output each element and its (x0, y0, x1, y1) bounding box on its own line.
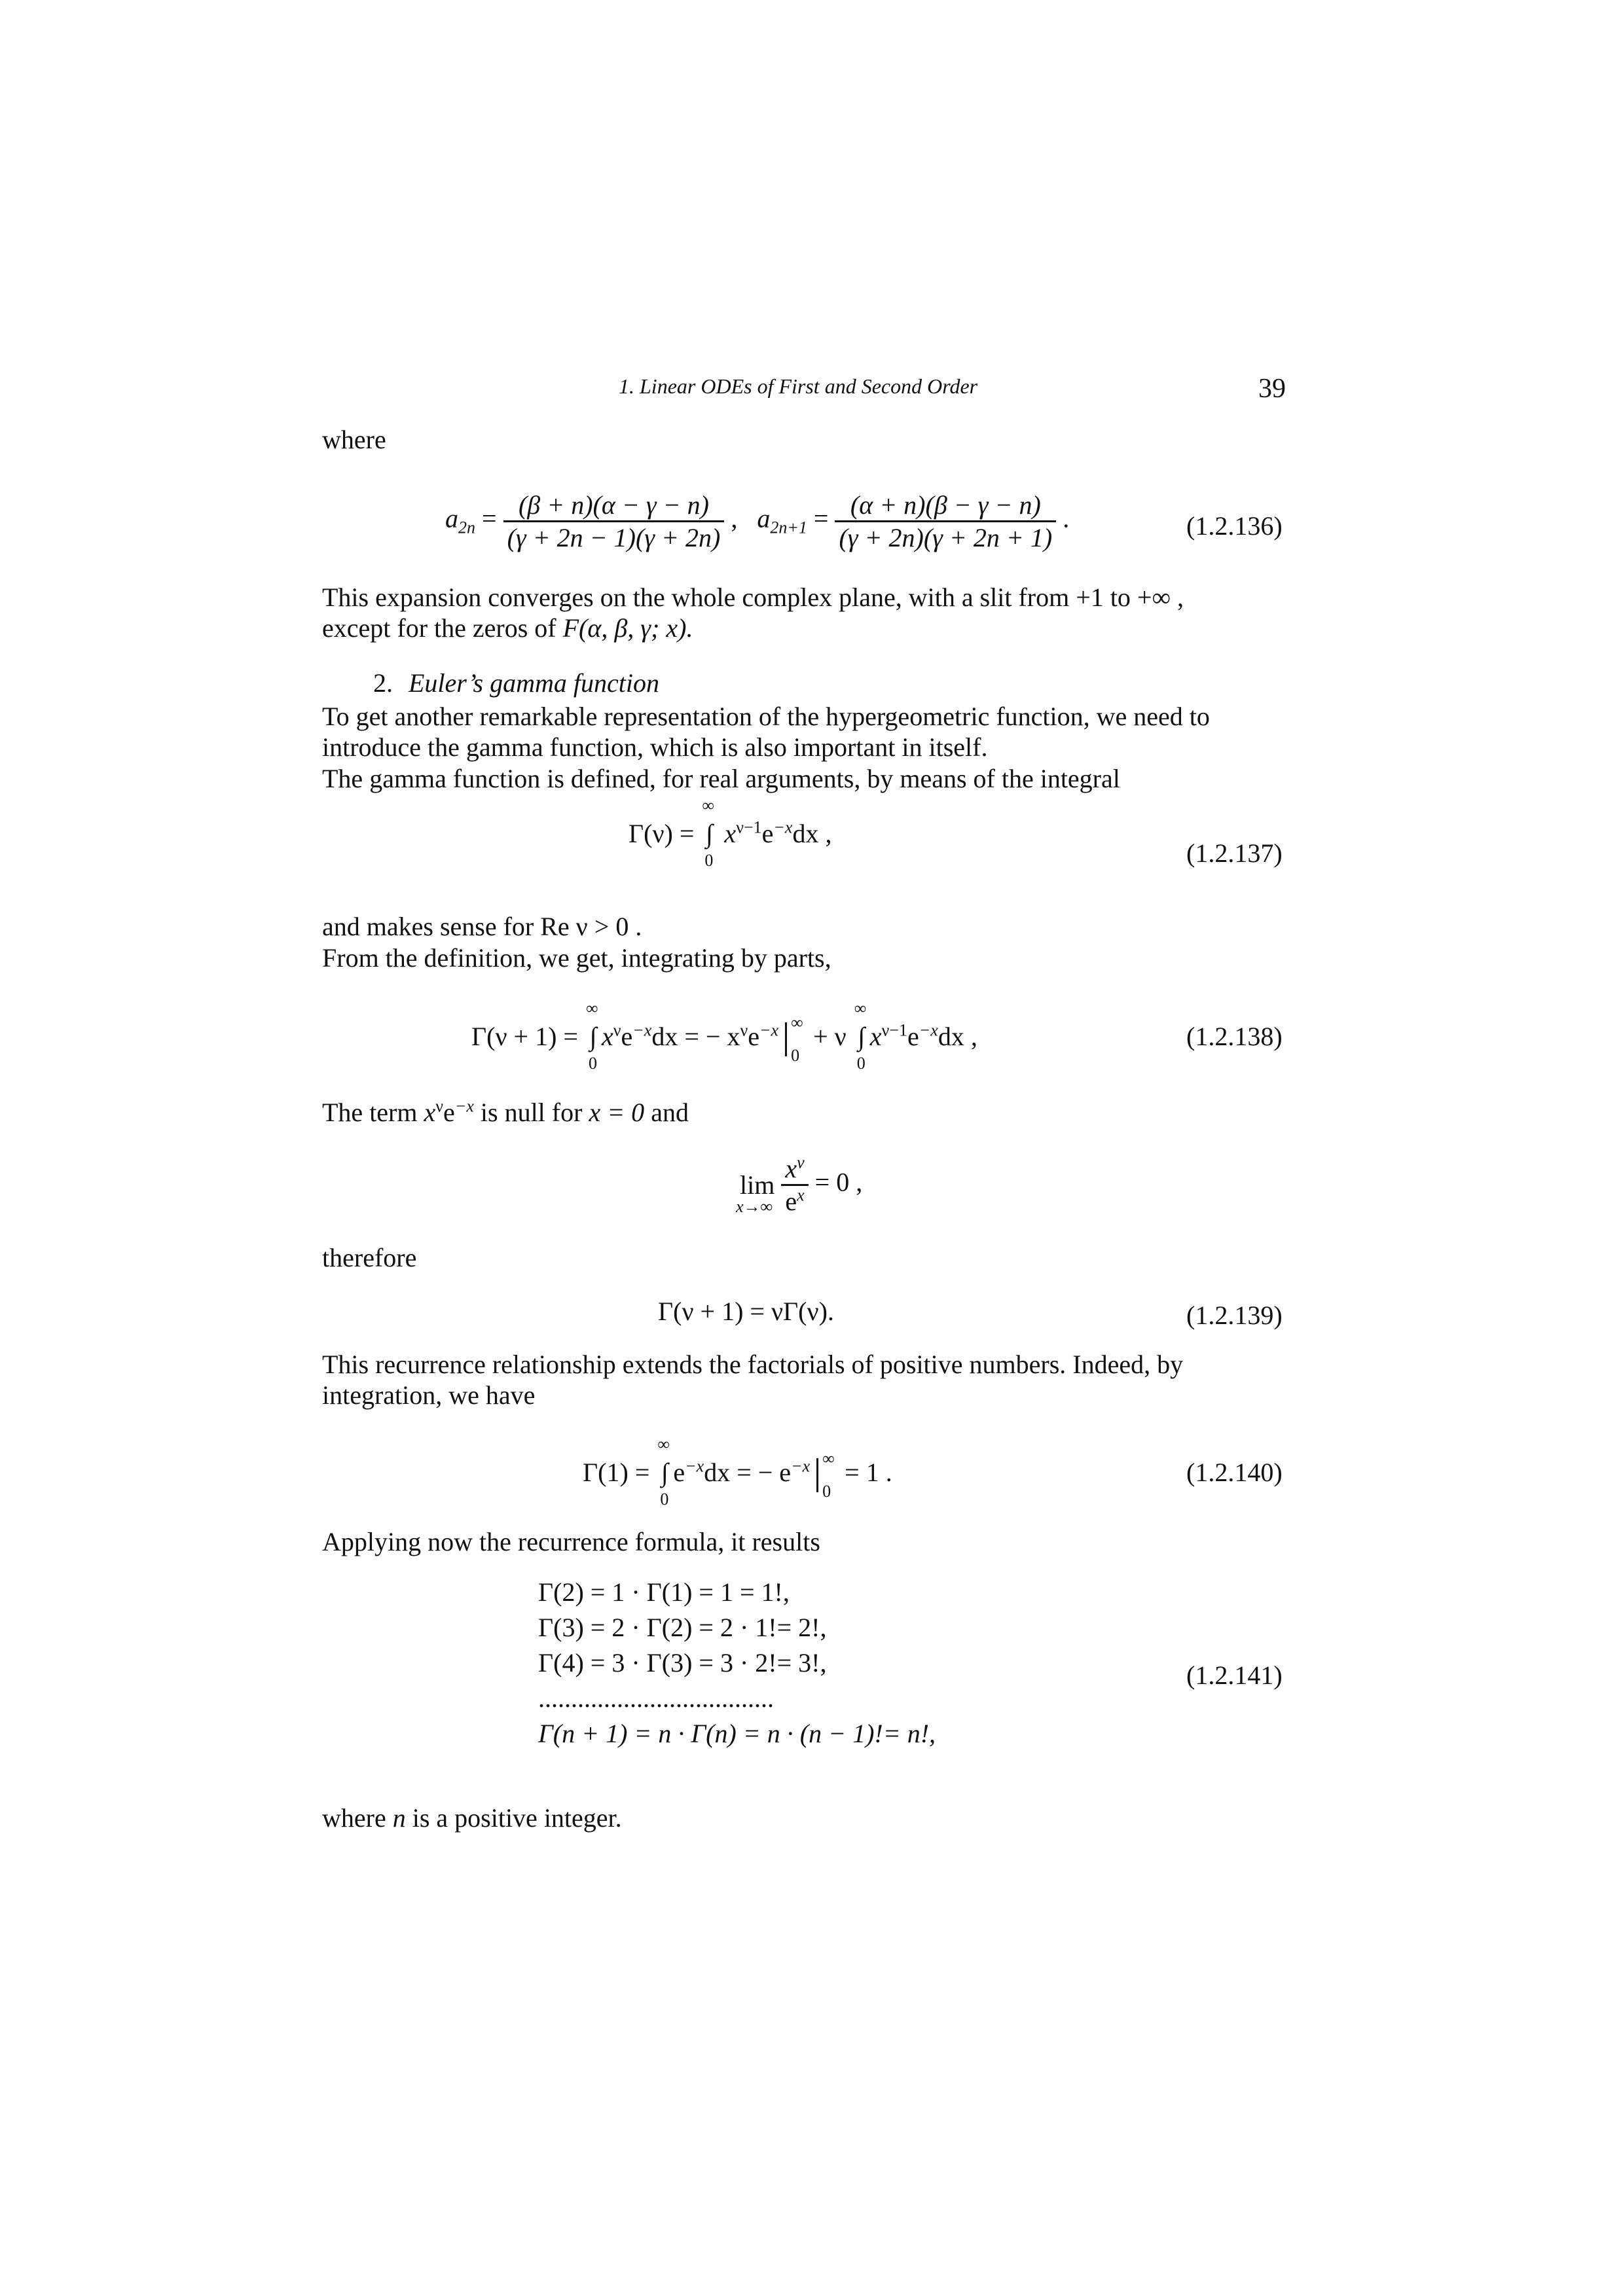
where-n-c: is a positive integer. (412, 1803, 622, 1833)
lim-operator (736, 1170, 775, 1216)
eq138-integral1: ∫ ∞ 0 (585, 999, 598, 1073)
intro-line1-text: To get another remarkable representation of the hypergeometric function, we need to (322, 702, 1210, 731)
eq138-plus-nu: + ν (813, 1022, 847, 1051)
a2n-sub: 2n (458, 518, 475, 537)
a2n-denominator: (γ + 2n − 1)(γ + 2n) (507, 523, 721, 552)
eq140-end: = 1 . (845, 1458, 892, 1487)
eq138-lhs: Γ(ν + 1) = (471, 1022, 578, 1051)
factorial-line-1: Γ(2) = 1 · Γ(1) = 1 = 1!, (538, 1577, 790, 1607)
term-line: The term $x^\nu e^{-x}$ is null for x = 0 and (322, 1096, 689, 1127)
lim-text: lim (740, 1170, 775, 1200)
limit-numerator: $x^\nu$ (781, 1153, 808, 1186)
a2n1-denominator: (γ + 2n)(γ + 2n + 1) (839, 523, 1053, 552)
integrand-exp: ν−1 (736, 817, 762, 837)
equation-number-141: (1.2.141) (1186, 1660, 1283, 1690)
limit-fraction (781, 1153, 808, 1217)
integrand-e-exp: −x (773, 817, 793, 837)
equation-1-2-139: Γ(ν + 1) = νΓ(ν). (658, 1297, 834, 1326)
term-x-zero: x = 0 (589, 1098, 645, 1127)
gamma-nu-lhs: Γ(ν) = (629, 819, 695, 848)
recurrence-line1 (322, 1348, 1288, 1380)
applying-line: Applying now the recurrence formula, it results (322, 1527, 820, 1556)
lim-num-x: x (785, 1154, 797, 1183)
integrand-dx: dx , (792, 819, 832, 848)
integral-sign: ∫ ∞ 0 (702, 796, 714, 870)
term-x: x (424, 1098, 436, 1127)
eq138-bar-upper: ∞ (791, 1013, 803, 1032)
integrand-x: x (724, 819, 737, 848)
intro-line1 (322, 700, 1288, 732)
from-def-line: From the definition, we get, integrating by parts, (322, 943, 831, 973)
lower-limit: 0 (704, 851, 714, 870)
limit-expression (736, 1153, 863, 1217)
paragraph-expansion-line1 (322, 581, 1288, 613)
a2n1-numerator: (α + n)(β − γ − n) (835, 490, 1056, 522)
a2n1-symbol: a (757, 503, 771, 533)
text-where: where (322, 425, 386, 454)
equation-number-137: (1.2.137) (1186, 838, 1283, 868)
factorial-dots: .................................... (538, 1683, 774, 1713)
factorial-line-3: Γ(4) = 3 · Γ(3) = 3 · 2!= 3!, (538, 1648, 827, 1677)
paragraph-expansion-line2 (322, 613, 693, 644)
equation-1-2-140: Γ(1) = ∫ ∞ 0 $e^{-x}dx$ = − $e^{-x}$ ∞ 0 = 1 . (583, 1435, 892, 1509)
running-title: 1. Linear ODEs of First and Second Order (619, 374, 978, 398)
hypergeometric-F: F(α, β, γ; x). (562, 613, 693, 643)
a2n-fraction (503, 490, 725, 553)
equation-number-138: (1.2.138) (1186, 1022, 1283, 1051)
equation-1-2-138: Γ(ν + 1) = ∫ ∞ 0 $x^\nu e^{-x}dx$ = − $x^\nu e^{-x}$ ∞ 0 + ν ∫ ∞ 0 $x^{\nu-1}e^{-x}dx$ , (471, 999, 977, 1073)
equation-1-2-137 (629, 796, 832, 870)
eq138-int1-upper: ∞ (585, 999, 598, 1018)
eq140-lower: 0 (660, 1490, 669, 1509)
where-n-a: where (322, 1803, 386, 1833)
eq140-mid: dx = − e (704, 1458, 792, 1487)
factorial-line-2: Γ(3) = 2 · Γ(2) = 2 · 1!= 2!, (538, 1613, 827, 1642)
eq140-evaluation-bar (816, 1448, 835, 1501)
section-heading (373, 668, 659, 699)
eq138-evaluation-bar (785, 1013, 803, 1065)
re-condition: Re ν > 0 . (540, 912, 642, 941)
makes-sense-text: and makes sense for (322, 912, 534, 941)
eq140-upper: ∞ (657, 1435, 670, 1454)
eq138-int2-upper: ∞ (854, 999, 867, 1018)
where-n-line (322, 1803, 622, 1834)
a2n1-sub: 2n+1 (770, 518, 807, 537)
eq138-end: dx , (938, 1022, 977, 1051)
eq140-integral: ∫ ∞ 0 (657, 1435, 670, 1509)
therefore-text: therefore (322, 1243, 417, 1272)
a2n-symbol: a (445, 503, 458, 533)
makes-sense-line (322, 911, 642, 942)
eq138-int1-lower: 0 (588, 1054, 597, 1073)
eq140-lhs: Γ(1) = (583, 1458, 650, 1487)
equation-number-139: (1.2.139) (1186, 1300, 1283, 1330)
term-text-c: and (651, 1098, 689, 1127)
section-number: 2. (373, 668, 393, 698)
eq140-bar-lower: 0 (822, 1481, 831, 1501)
a2n-numerator: (β + n)(α − γ − n) (503, 490, 725, 522)
section-title: Euler’s gamma function (409, 668, 659, 698)
term-text-b: is null for (480, 1098, 583, 1127)
equation-1-2-141 (538, 1575, 936, 1751)
recurrence-line2: integration, we have (322, 1380, 536, 1410)
expansion-line1: This expansion converges on the whole complex plane, with a slit from +1 to +∞ , (322, 583, 1184, 612)
limit-rhs: = 0 , (814, 1167, 863, 1197)
eq138-int2-lower: 0 (856, 1054, 866, 1073)
upper-limit: ∞ (702, 796, 714, 815)
expansion-line2: except for the zeros of (322, 613, 556, 643)
lim-den-e: e (785, 1187, 797, 1216)
limit-denominator: $e^x$ (785, 1185, 805, 1216)
factorial-line-n: Γ(n + 1) = n · Γ(n) = n · (n − 1)!= n!, (538, 1719, 936, 1748)
where-n-b: n (392, 1803, 406, 1833)
a2n1-fraction (835, 490, 1056, 553)
page-number: 39 (1258, 374, 1286, 404)
term-text-a: The term (322, 1098, 418, 1127)
intro-line2: introduce the gamma function, which is also important in itself. (322, 732, 988, 762)
eq138-integral2: ∫ ∞ 0 (854, 999, 867, 1073)
eq138-mid: dx = − x (651, 1022, 740, 1051)
lim-subscript: x→∞ (736, 1197, 773, 1216)
recurrence-line1-text: This recurrence relationship extends the factorials of positive numbers. Indeed, by (322, 1350, 1184, 1379)
eq138-bar-lower: 0 (791, 1045, 800, 1065)
equation-number-136: (1.2.136) (1186, 511, 1283, 541)
equation-1-2-136: $a_{2n}$ = $\frac{(\beta + n)(\alpha - \gamma - n)}{(\gamma + 2n - 1)(\gamma + 2n)}$ , $a_{2n+1}$ = $\frac{(\alpha + n)(\beta - \gamma - n)}{(\gamma + 2n)(\gamma + 2n + 1)}$ . (445, 490, 1070, 552)
equation-number-140: (1.2.140) (1186, 1458, 1283, 1487)
integrand-e: e (761, 819, 774, 848)
defined-line: The gamma function is defined, for real arguments, by means of the integral (322, 764, 1120, 793)
eq140-bar-upper: ∞ (822, 1448, 835, 1468)
